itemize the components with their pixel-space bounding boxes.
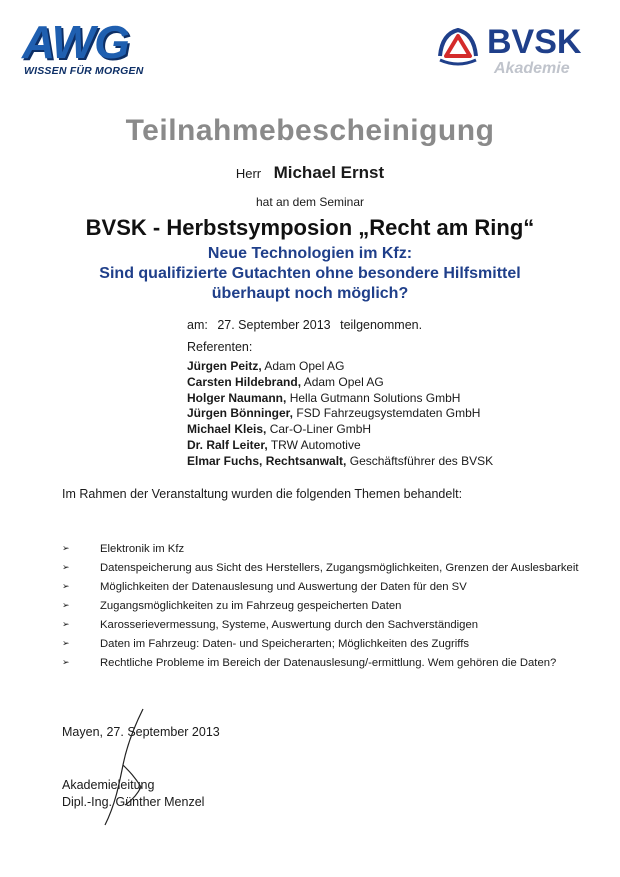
- topic-text: Rechtliche Probleme im Bereich der Datenauslesung/-ermittlung. Wem gehören die Daten?: [100, 657, 557, 669]
- seminar-subtitle-line-3: überhaupt noch möglich?: [211, 285, 409, 302]
- awg-logo-wordmark: AWG: [22, 16, 129, 68]
- certificate-title: Teilnahmebescheinigung: [125, 114, 495, 147]
- speaker-name: Elmar Fuchs, Rechtsanwalt,: [187, 453, 347, 468]
- speaker-item: [187, 438, 493, 454]
- awg-logo-tagline: WISSEN FÜR MORGEN: [24, 65, 144, 77]
- speakers-label: Referenten:: [187, 340, 253, 354]
- attendance-prefix: am:: [187, 318, 208, 332]
- handwritten-signature: [95, 705, 165, 830]
- topic-text: Datenspeicherung aus Sicht des Herstellers, Zugangsmöglichkeiten, Grenzen der Auslesbarkeit: [100, 562, 579, 574]
- speaker-name: Dr. Ralf Leiter,: [187, 437, 268, 452]
- speaker-item: [187, 454, 493, 470]
- attendance-line: [187, 318, 428, 332]
- participant-line: [0, 163, 620, 183]
- speaker-name: Carsten Hildebrand,: [187, 374, 302, 389]
- speaker-item: [187, 422, 493, 438]
- seminar-title: BVSK - Herbstsymposion „Recht am Ring“: [85, 215, 535, 240]
- seminar-intro: hat an dem Seminar: [255, 195, 365, 209]
- topic-text: Daten im Fahrzeug: Daten- und Speicherarten; Möglichkeiten des Zugriffs: [100, 638, 470, 650]
- arrow-bullet-icon: ➢: [62, 638, 70, 648]
- speaker-item: [187, 406, 493, 422]
- participant-name: Michael Ernst: [273, 163, 385, 182]
- topic-text: Karosserievermessung, Systeme, Auswertung durch den Sachverständigen: [100, 619, 479, 631]
- bvsk-logo-mark: [436, 26, 480, 66]
- arrow-bullet-icon: ➢: [62, 619, 70, 629]
- speaker-item: [187, 391, 493, 407]
- topic-text: Möglichkeiten der Datenauslesung und Auswertung der Daten für den SV: [100, 581, 467, 593]
- signer-role: Akademieleitung: [62, 778, 155, 792]
- speaker-item: [187, 359, 493, 375]
- topics-intro: Im Rahmen der Veranstaltung wurden die folgenden Themen behandelt:: [62, 487, 463, 501]
- salutation: Herr: [235, 166, 262, 181]
- bvsk-logo-subline: Akademie: [494, 60, 570, 77]
- attendance-suffix: teilgenommen.: [340, 318, 423, 332]
- arrow-bullet-icon: ➢: [62, 581, 70, 591]
- speaker-org: Geschäftsführer des BVSK: [349, 453, 494, 468]
- speaker-org: TRW Automotive: [270, 437, 361, 452]
- speaker-org: Hella Gutmann Solutions GmbH: [289, 390, 461, 405]
- seminar-subtitle-line-1: Neue Technologien im Kfz:: [207, 245, 413, 262]
- speaker-name: Michael Kleis,: [187, 422, 267, 437]
- arrow-bullet-icon: ➢: [62, 657, 70, 667]
- topic-text: Elektronik im Kfz: [100, 543, 185, 555]
- speaker-org: Adam Opel AG: [303, 374, 384, 389]
- attendance-date: 27. September 2013: [217, 318, 331, 332]
- speaker-item: [187, 375, 493, 391]
- topic-text: Zugangsmöglichkeiten zu im Fahrzeug gespeicherten Daten: [100, 600, 402, 612]
- speaker-name: Jürgen Peitz,: [187, 359, 262, 373]
- speaker-org: Adam Opel AG: [264, 359, 345, 373]
- signer-name: Dipl.-Ing. Günther Menzel: [62, 795, 205, 809]
- speaker-org: Car-O-Liner GmbH: [269, 422, 372, 437]
- speaker-name: Jürgen Bönninger,: [187, 406, 294, 421]
- place-and-date: Mayen, 27. September 2013: [62, 725, 220, 739]
- speaker-name: Holger Naumann,: [187, 390, 287, 405]
- seminar-subtitle-line-2: Sind qualifizierte Gutachten ohne besondere Hilfsmittel: [99, 265, 521, 282]
- speakers-list: [187, 359, 493, 470]
- arrow-bullet-icon: ➢: [62, 600, 70, 610]
- arrow-bullet-icon: ➢: [62, 543, 70, 553]
- arrow-bullet-icon: ➢: [62, 562, 70, 572]
- speaker-org: FSD Fahrzeugsystemdaten GmbH: [296, 406, 481, 421]
- bvsk-logo-wordmark: BVSK: [487, 23, 582, 61]
